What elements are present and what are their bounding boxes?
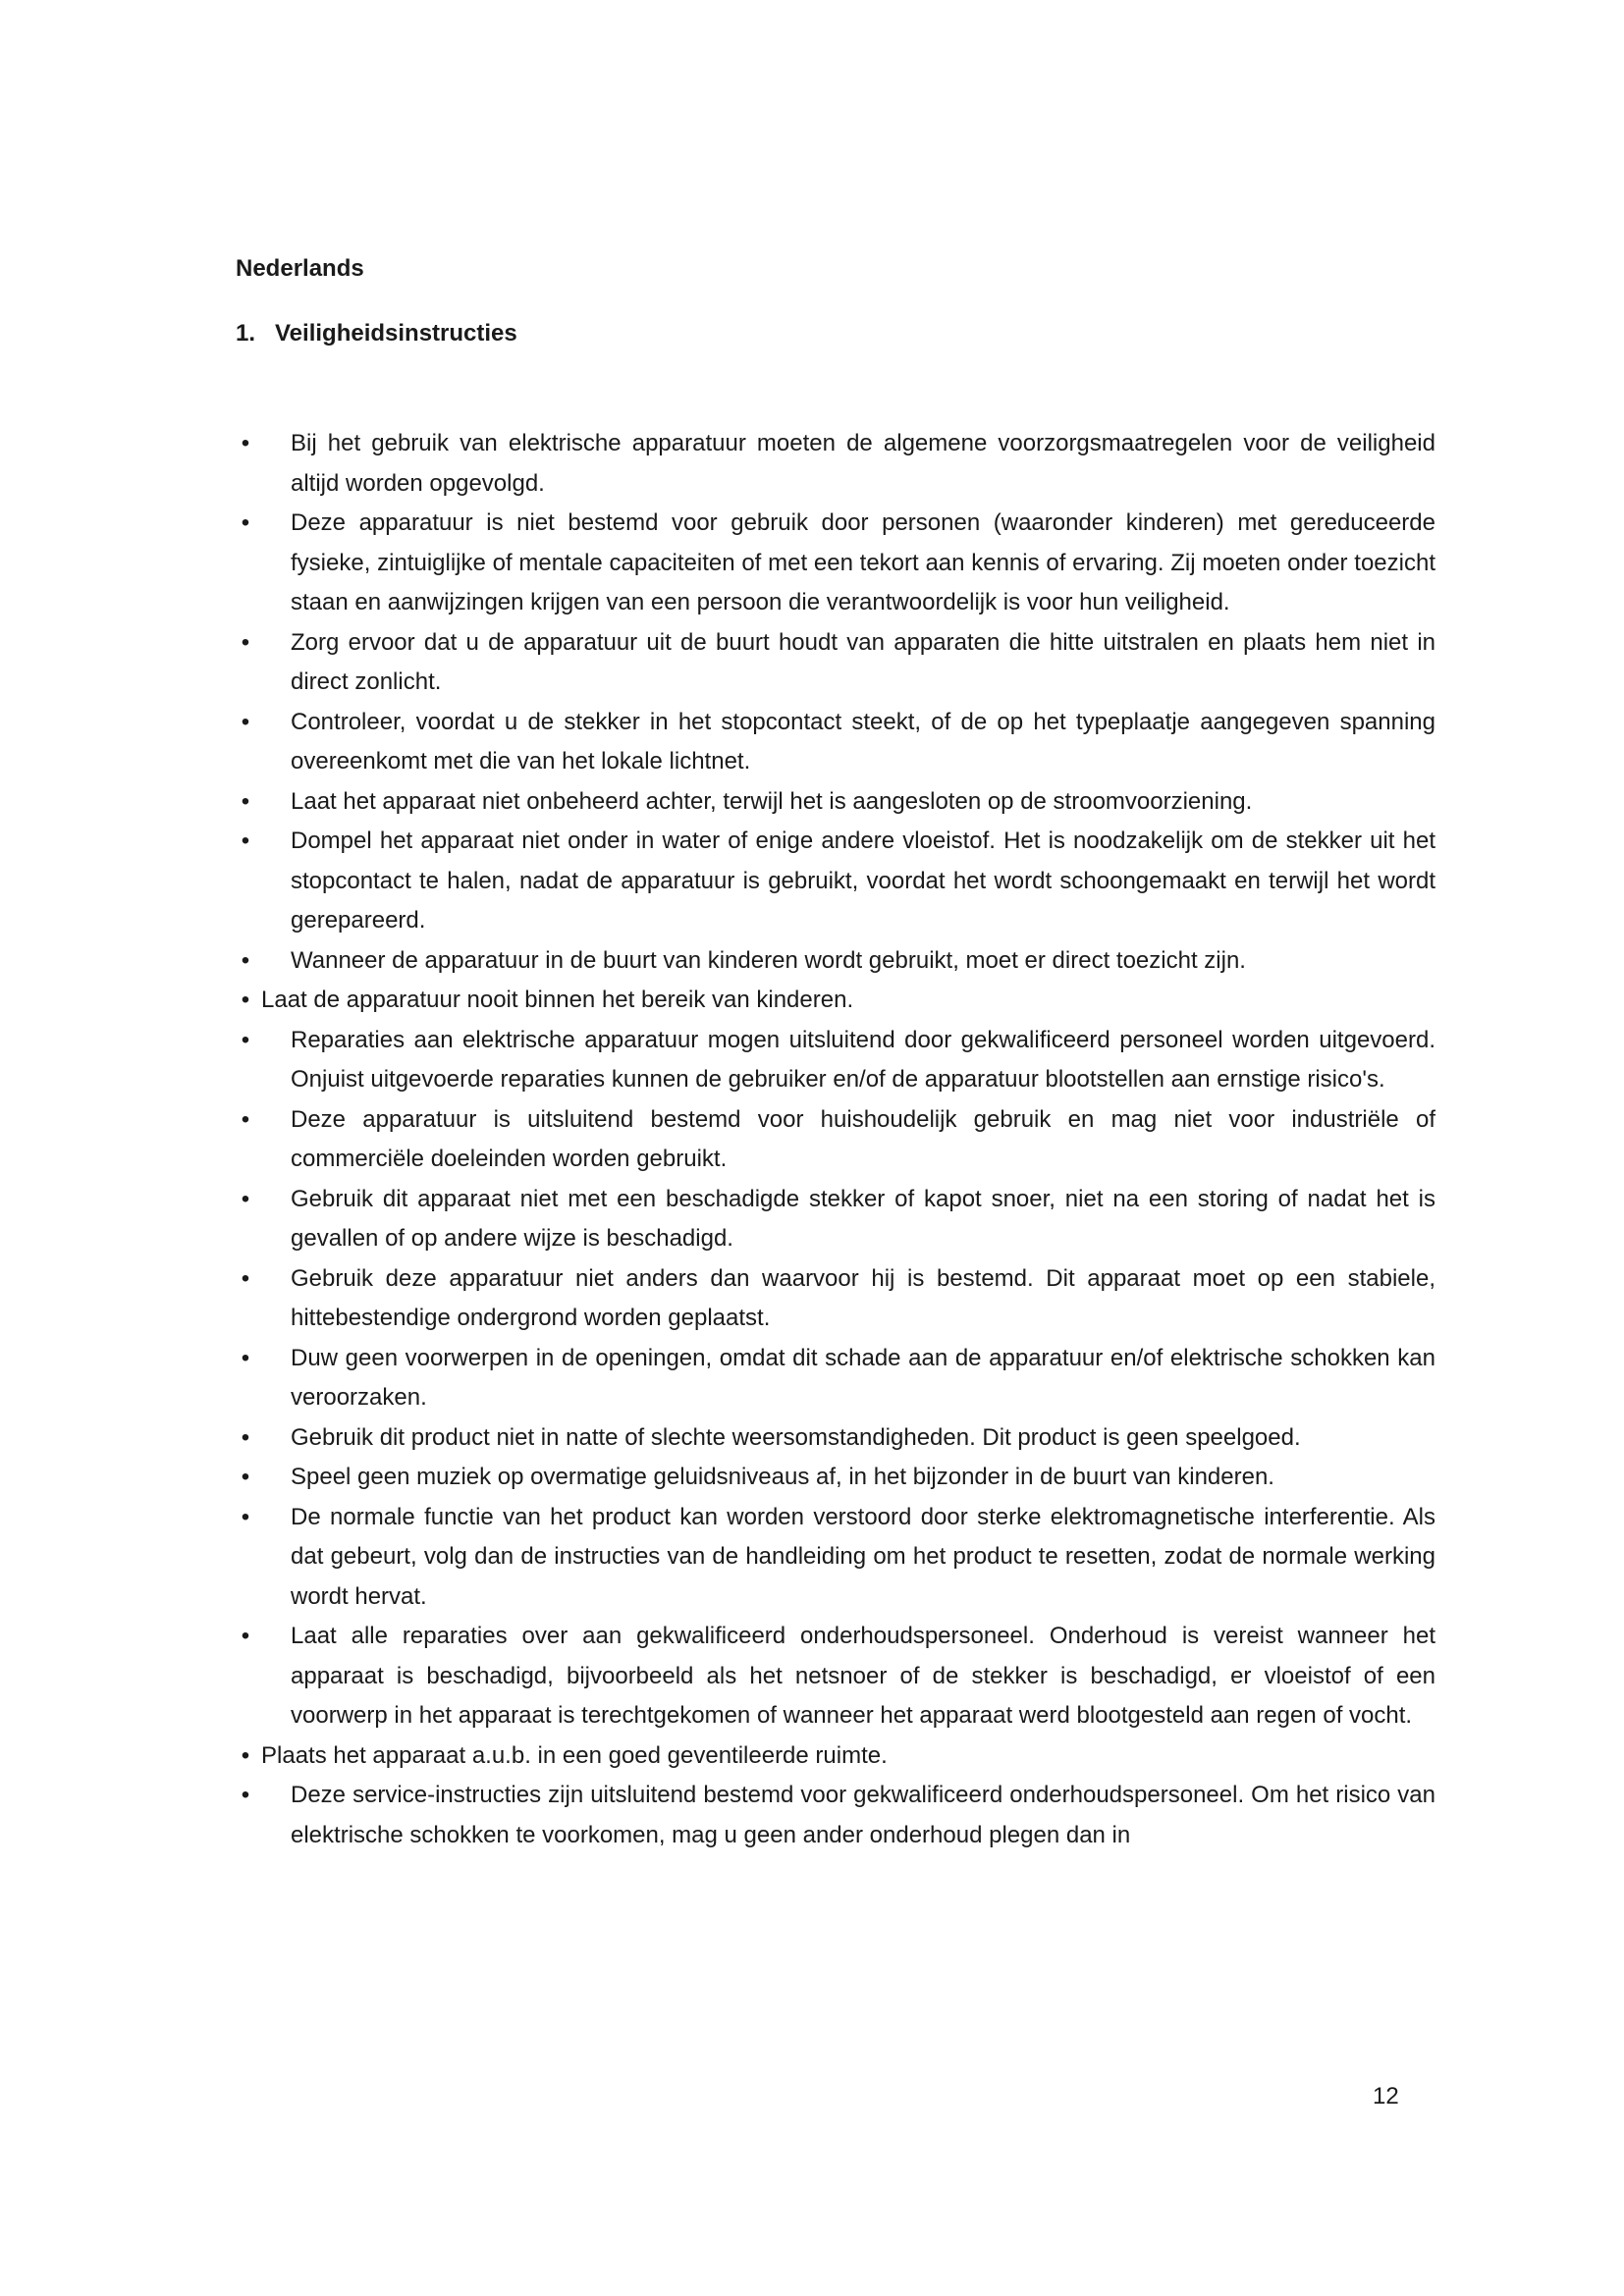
list-item (236, 981, 1435, 1021)
bullet-icon: • (241, 708, 250, 735)
section-title: Veiligheidsinstructies (275, 320, 517, 347)
bullet-icon: • (241, 1782, 250, 1808)
list-item-text: Gebruik dit product niet in natte of slechte weersomstandigheden. Dit product is geen speelgoed. (291, 1423, 1301, 1451)
bullet-icon: • (241, 1623, 250, 1649)
bullet-icon: • (241, 1026, 250, 1053)
list-item-text: Deze apparatuur is niet bestemd voor gebruik door personen (waaronder kinderen) met gereduceerde fysieke, zintuiglijke of mentale capaciteiten of met een tekort aan kennis of ervaring. Zij moeten onder toezicht staan en aanwijzingen krijgen van een persoon die verantwoordelijk is voor hun veiligheid. (291, 509, 1435, 615)
list-item (236, 782, 1435, 823)
list-item-text: Deze service-instructies zijn uitsluitend bestemd voor gekwalificeerd onderhoudspersoneel. Om het risico van elektrische schokken te voorkomen, mag u geen ander onderhoud plegen dan in (291, 1782, 1435, 1848)
list-item (236, 504, 1435, 623)
list-item-text: Laat de apparatuur nooit binnen het bereik van kinderen. (261, 987, 854, 1013)
bullet-icon: • (241, 828, 250, 854)
list-item-text: Speel geen muziek op overmatige geluidsniveaus af, in het bijzonder in de buurt van kinderen. (291, 1464, 1274, 1490)
section-number: 1. (236, 320, 256, 347)
bullet-icon: • (241, 946, 250, 974)
list-item (236, 1259, 1435, 1339)
list-item-text: Reparaties aan elektrische apparatuur mogen uitsluitend door gekwalificeerd personeel worden uitgevoerd. Onjuist uitgevoerde reparaties kunnen de gebruiker en/of de apparatuur blootstellen aan ernstige risico's. (291, 1026, 1435, 1093)
bullet-icon: • (241, 1344, 250, 1371)
list-item (236, 1100, 1435, 1180)
list-item (236, 1418, 1435, 1459)
list-item (236, 1498, 1435, 1618)
list-item-text: Gebruik deze apparatuur niet anders dan waarvoor hij is bestemd. Dit apparaat moet op een stabiele, hittebestendige ondergrond worden geplaatst. (291, 1264, 1435, 1331)
list-item-text: Gebruik dit apparaat niet met een beschadigde stekker of kapot snoer, niet na een storing of nadat het is gevallen of op andere wijze is beschadigd. (291, 1185, 1435, 1252)
bullet-icon: • (241, 509, 250, 536)
bullet-icon: • (241, 1741, 250, 1769)
list-item-text: Controleer, voordat u de stekker in het stopcontact steekt, of de op het typeplaatje aangegeven spanning overeenkomt met die van het lokale lichtnet. (291, 708, 1435, 774)
list-item (236, 1458, 1435, 1498)
bullet-icon: • (241, 1503, 250, 1530)
bullet-icon: • (241, 1264, 250, 1292)
list-item-text: Laat het apparaat niet onbeheerd achter, terwijl het is aangesloten op de stroomvoorziening. (291, 787, 1253, 815)
list-item (236, 941, 1435, 982)
page-number: 12 (1373, 2083, 1399, 2109)
list-item-text: Dompel het apparaat niet onder in water of enige andere vloeistof. Het is noodzakelijk om de stekker uit het stopcontact te halen, nadat de apparatuur is gebruikt, voordat het wordt schoongemaakt en terwijl het wordt gerepareerd. (291, 828, 1435, 934)
list-item (236, 623, 1435, 703)
bullet-icon: • (241, 1185, 250, 1212)
list-item (236, 822, 1435, 941)
list-item (236, 1736, 1435, 1777)
list-item (236, 1776, 1435, 1855)
bullet-icon: • (241, 628, 250, 656)
bullet-icon: • (241, 1464, 250, 1490)
bullet-icon: • (241, 987, 250, 1013)
list-item (236, 1180, 1435, 1259)
list-item (236, 703, 1435, 782)
bullet-icon: • (241, 1105, 250, 1133)
list-item (236, 1339, 1435, 1418)
list-item-text: De normale functie van het product kan worden verstoord door sterke elektromagnetische interferentie. Als dat gebeurt, volg dan de instructies van de handleiding om het product te resetten, zodat de normale werking wordt hervat. (291, 1503, 1435, 1610)
section-heading (236, 320, 517, 347)
list-item-text: Bij het gebruik van elektrische apparatuur moeten de algemene voorzorgsmaatregelen voor de veiligheid altijd worden opgevolgd. (291, 430, 1435, 497)
safety-instructions-list (236, 424, 1435, 1855)
list-item (236, 424, 1435, 504)
bullet-icon: • (241, 787, 250, 815)
bullet-icon: • (241, 1423, 250, 1451)
list-item-text: Plaats het apparaat a.u.b. in een goed geventileerde ruimte. (261, 1741, 888, 1769)
list-item (236, 1617, 1435, 1736)
list-item-text: Deze apparatuur is uitsluitend bestemd voor huishoudelijk gebruik en mag niet voor industriële of commerciële doeleinden worden gebruikt. (291, 1105, 1435, 1172)
list-item (236, 1021, 1435, 1100)
list-item-text: Laat alle reparaties over aan gekwalificeerd onderhoudspersoneel. Onderhoud is vereist wanneer het apparaat is beschadigd, bijvoorbeeld als het netsnoer of de stekker is beschadigd, er vloeistof of een voorwerp in het apparaat is terechtgekomen of wanneer het apparaat werd blootgesteld aan regen of vocht. (291, 1623, 1435, 1729)
list-item-text: Wanneer de apparatuur in de buurt van kinderen wordt gebruikt, moet er direct toezicht zijn. (291, 946, 1246, 974)
language-heading: Nederlands (236, 255, 364, 282)
list-item-text: Duw geen voorwerpen in de openingen, omdat dit schade aan de apparatuur en/of elektrische schokken kan veroorzaken. (291, 1344, 1435, 1411)
bullet-icon: • (241, 430, 250, 456)
list-item-text: Zorg ervoor dat u de apparatuur uit de buurt houdt van apparaten die hitte uitstralen en plaats hem niet in direct zonlicht. (291, 628, 1435, 695)
